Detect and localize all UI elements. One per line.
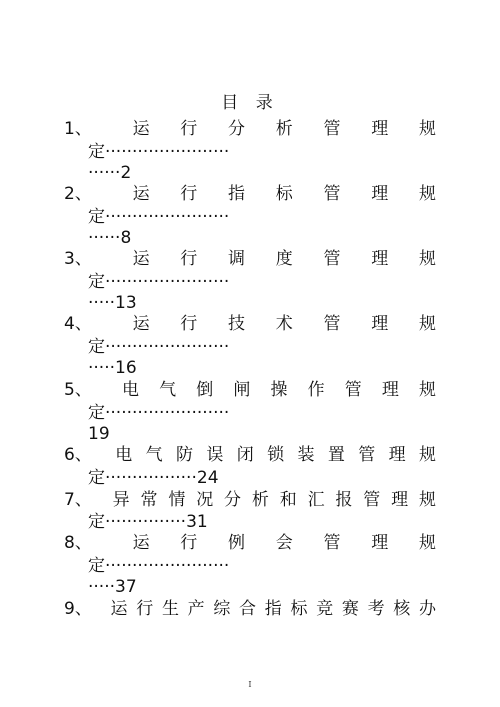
toc-title-char: 理 bbox=[371, 184, 389, 204]
toc-title-char: 管 bbox=[323, 533, 341, 553]
toc-title-char: 置 bbox=[327, 445, 345, 465]
toc-title-char: 综 bbox=[213, 599, 231, 619]
toc-title-char: 指 bbox=[228, 184, 246, 204]
toc-page-number: 24 bbox=[196, 468, 219, 488]
toc-title-char: 技 bbox=[228, 314, 246, 334]
toc-entry-number: 1、 bbox=[64, 119, 92, 139]
toc-title-char: 操 bbox=[270, 380, 288, 400]
toc-title-char: 术 bbox=[275, 314, 293, 334]
toc-entry-5[interactable] bbox=[64, 379, 436, 401]
toc-page-number: 37 bbox=[115, 577, 137, 597]
toc-title-char: 装 bbox=[297, 445, 315, 465]
toc-title-char: 会 bbox=[275, 533, 293, 553]
toc-title-char: 汇 bbox=[307, 490, 325, 510]
toc-entry-title-tail: 定 bbox=[88, 468, 105, 488]
toc-entry-number: 7、 bbox=[64, 490, 92, 510]
toc-leader-dots: ······················· bbox=[105, 142, 230, 162]
toc-title-char: 锁 bbox=[267, 445, 285, 465]
toc-title-char: 倒 bbox=[196, 380, 214, 400]
toc-title-char: 析 bbox=[275, 119, 293, 139]
toc-title-char: 度 bbox=[275, 249, 293, 269]
toc-entry-1[interactable] bbox=[64, 118, 436, 140]
toc-entry-number: 4、 bbox=[64, 314, 92, 334]
toc-entry-page-line bbox=[88, 423, 436, 445]
toc-title-char: 行 bbox=[136, 599, 154, 619]
toc-entry-continuation bbox=[88, 402, 436, 424]
toc-entry-continuation bbox=[88, 511, 436, 533]
toc-entry-title-tail: 定 bbox=[88, 142, 105, 162]
toc-title-char: 运 bbox=[132, 119, 150, 139]
toc-entry-title-tail: 定 bbox=[88, 512, 105, 532]
toc-entry-2[interactable] bbox=[64, 183, 436, 205]
toc-title-char: 运 bbox=[132, 314, 150, 334]
toc-entry-number: 3、 bbox=[64, 249, 92, 269]
toc-title-char: 核 bbox=[393, 599, 411, 619]
toc-entry-9[interactable] bbox=[64, 598, 436, 620]
toc-title-char: 管 bbox=[344, 380, 362, 400]
toc-title-char: 运 bbox=[132, 184, 150, 204]
toc-title-char: 合 bbox=[239, 599, 257, 619]
toc-entry-8[interactable] bbox=[64, 532, 436, 554]
toc-leader-dots: ······················· bbox=[105, 272, 230, 292]
toc-entry-title-tail: 定 bbox=[88, 337, 105, 357]
toc-leader-dots: ················· bbox=[105, 468, 197, 488]
toc-title-char: 异 bbox=[112, 490, 130, 510]
toc-leader-dots: ····· bbox=[88, 358, 116, 378]
toc-title-char: 调 bbox=[228, 249, 246, 269]
toc-entry-title-tail: 定 bbox=[88, 207, 105, 227]
toc-leader-dots: ····· bbox=[88, 577, 116, 597]
toc-title-char: 规 bbox=[418, 249, 436, 269]
toc-title-char: 竞 bbox=[316, 599, 334, 619]
toc-title-char: 规 bbox=[418, 445, 436, 465]
toc-title-char: 气 bbox=[159, 380, 177, 400]
toc-title-char: 闭 bbox=[236, 445, 254, 465]
toc-leader-dots: ······················· bbox=[105, 337, 230, 357]
toc-title-char: 和 bbox=[279, 490, 297, 510]
toc-title-char: 办 bbox=[418, 599, 436, 619]
toc-entry-3[interactable] bbox=[64, 248, 436, 270]
toc-title-char: 规 bbox=[418, 490, 436, 510]
toc-entry-7[interactable] bbox=[64, 489, 436, 511]
toc-leader-dots: ······ bbox=[88, 163, 121, 183]
toc-entry-continuation bbox=[88, 271, 436, 293]
toc-entry-title-tail: 定 bbox=[88, 403, 105, 423]
toc-entry-page-line bbox=[88, 292, 436, 314]
toc-entry-number: 5、 bbox=[64, 380, 92, 400]
toc-entry-page-line bbox=[88, 162, 436, 184]
toc-title-char: 理 bbox=[371, 533, 389, 553]
toc-entry-number: 6、 bbox=[64, 445, 92, 465]
toc-title-char: 管 bbox=[323, 119, 341, 139]
toc-title-char: 情 bbox=[168, 490, 186, 510]
toc-leader-dots: ····· bbox=[88, 293, 116, 313]
toc-title-char: 考 bbox=[367, 599, 385, 619]
toc-entry-number: 8、 bbox=[64, 533, 92, 553]
toc-title-char: 理 bbox=[371, 314, 389, 334]
toc-page-number: 8 bbox=[120, 228, 132, 248]
toc-title-char: 报 bbox=[335, 490, 353, 510]
toc-title-char: 电 bbox=[121, 380, 139, 400]
toc-title-char: 规 bbox=[418, 533, 436, 553]
toc-title-char: 理 bbox=[388, 445, 406, 465]
toc-entry-title-tail: 定 bbox=[88, 556, 105, 576]
toc-title-char: 理 bbox=[391, 490, 409, 510]
toc-page-number: 31 bbox=[186, 512, 208, 532]
toc-entry-title-tail: 定 bbox=[88, 272, 105, 292]
toc-title-char: 理 bbox=[371, 119, 389, 139]
toc-page-number: 16 bbox=[115, 358, 137, 378]
toc-entry-page-line bbox=[88, 227, 436, 249]
toc-title: 目 录 bbox=[221, 93, 279, 113]
toc-entry-6[interactable] bbox=[64, 444, 436, 466]
toc-title-char: 生 bbox=[161, 599, 179, 619]
toc-leader-dots: ······ bbox=[88, 228, 121, 248]
toc-entry-continuation bbox=[88, 336, 436, 358]
toc-title-char: 运 bbox=[132, 249, 150, 269]
toc-entry-continuation bbox=[88, 141, 436, 163]
toc-title-char: 产 bbox=[187, 599, 205, 619]
toc-title-char: 管 bbox=[323, 314, 341, 334]
toc-title-char: 指 bbox=[264, 599, 282, 619]
toc-title-char: 行 bbox=[180, 314, 198, 334]
toc-title-char: 运 bbox=[110, 599, 128, 619]
toc-title-char: 运 bbox=[132, 533, 150, 553]
toc-page-number: 13 bbox=[115, 293, 137, 313]
toc-title-char: 理 bbox=[381, 380, 399, 400]
toc-title-char: 气 bbox=[145, 445, 163, 465]
toc-title-char: 作 bbox=[307, 380, 325, 400]
toc-title-char: 防 bbox=[175, 445, 193, 465]
toc-title-char: 行 bbox=[180, 119, 198, 139]
toc-entry-continuation bbox=[88, 206, 436, 228]
toc-title-char: 标 bbox=[290, 599, 308, 619]
page-number: I bbox=[248, 680, 252, 689]
toc-title-char: 分 bbox=[224, 490, 242, 510]
toc-title-char: 行 bbox=[180, 249, 198, 269]
toc-leader-dots: ······················· bbox=[105, 556, 230, 576]
toc-page-number: 19 bbox=[88, 424, 110, 444]
toc-title-char: 标 bbox=[275, 184, 293, 204]
toc-title-char: 析 bbox=[251, 490, 269, 510]
toc-entry-4[interactable] bbox=[64, 313, 436, 335]
toc-title-char: 例 bbox=[228, 533, 246, 553]
toc-leader-dots: ······················· bbox=[105, 207, 230, 227]
toc-title-char: 赛 bbox=[341, 599, 359, 619]
toc-title-char: 规 bbox=[418, 380, 436, 400]
toc-leader-dots: ······················· bbox=[105, 403, 230, 423]
toc-title-char: 况 bbox=[196, 490, 214, 510]
toc-entry-number: 2、 bbox=[64, 184, 92, 204]
toc-entry-continuation bbox=[88, 467, 436, 489]
toc-title-char: 行 bbox=[180, 533, 198, 553]
toc-title-char: 规 bbox=[418, 119, 436, 139]
toc-entry-continuation bbox=[88, 555, 436, 577]
toc-leader-dots: ··············· bbox=[105, 512, 187, 532]
toc-title-char: 管 bbox=[323, 249, 341, 269]
toc-title-char: 分 bbox=[228, 119, 246, 139]
toc-title-char: 常 bbox=[140, 490, 158, 510]
toc-title-char: 误 bbox=[206, 445, 224, 465]
toc-title-char: 管 bbox=[323, 184, 341, 204]
toc-title-char: 管 bbox=[363, 490, 381, 510]
toc-page-number: 2 bbox=[120, 163, 132, 183]
toc-title-char: 管 bbox=[358, 445, 376, 465]
toc-title-char: 理 bbox=[371, 249, 389, 269]
toc-title-char: 电 bbox=[115, 445, 133, 465]
toc-entry-number: 9、 bbox=[64, 599, 92, 619]
toc-title-char: 行 bbox=[180, 184, 198, 204]
toc-title-char: 规 bbox=[418, 184, 436, 204]
toc-title-char: 规 bbox=[418, 314, 436, 334]
toc-title-char: 闸 bbox=[233, 380, 251, 400]
toc-entry-page-line bbox=[88, 357, 436, 379]
toc-entry-page-line bbox=[88, 576, 436, 598]
